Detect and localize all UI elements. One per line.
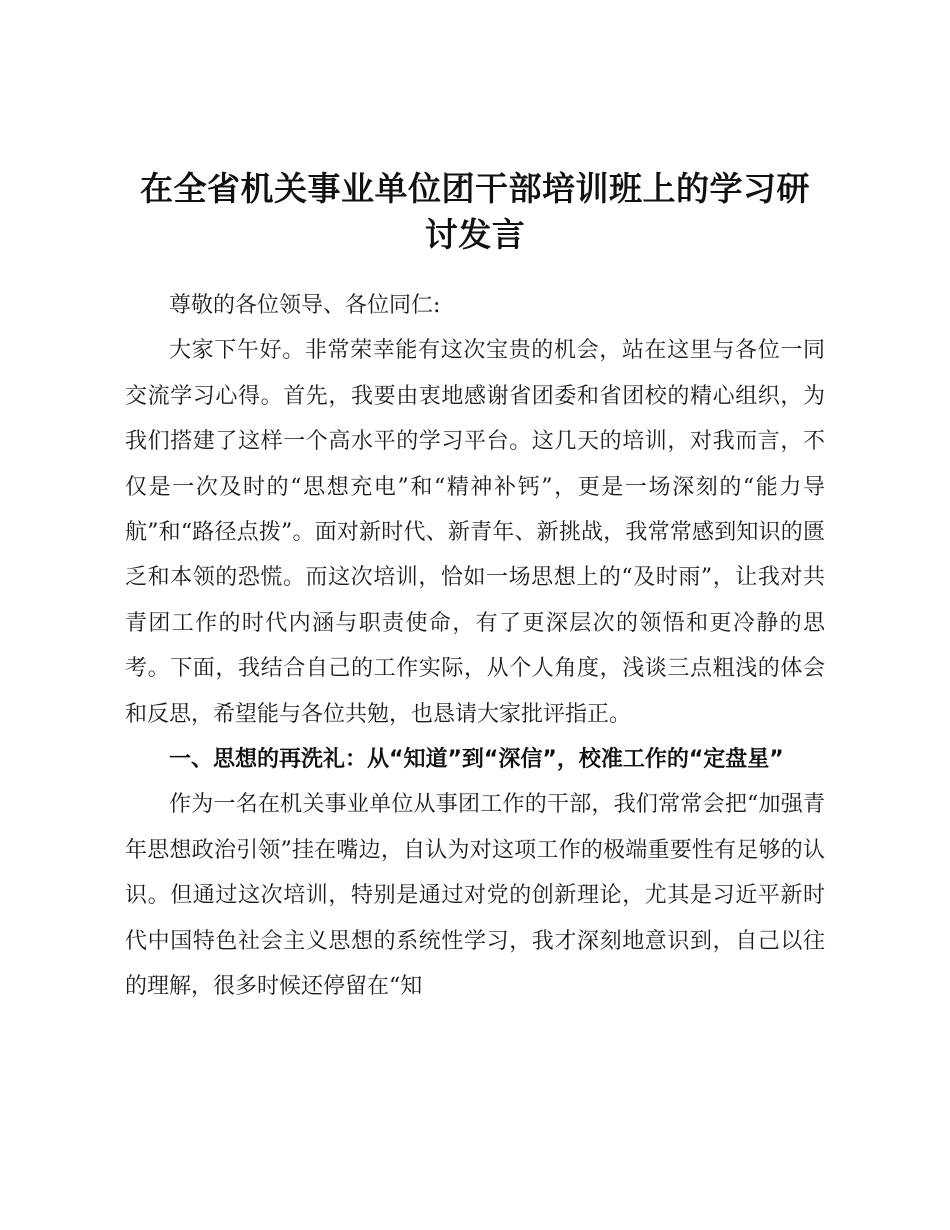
section-heading-1: 一、思想的再洗礼：从“知道”到“深信”，校准工作的“定盘星” — [169, 747, 784, 773]
document-title: 在全省机关事业单位团干部培训班上的学习研讨发言 — [140, 169, 810, 254]
salutation: 尊敬的各位领导、各位同仁: — [169, 293, 441, 318]
paragraph-section-1: 作为一名在机关事业单位从事团工作的干部，我们常常会把“加强青年思想政治引领”挂在嘴边，自认为对这项工作的极端重要性有足够的认识。但通过这次培训，特别是通过对党的创新理论，尤其是习近平新时代中国特色社会主义思想的系统性学习，我才深刻地意识到，自己以往的理解，很多时候还停留在“知 — [125, 792, 825, 1000]
paragraph-intro: 大家下午好。非常荣幸能有这次宝贵的机会，站在这里与各位一同交流学习心得。首先，我要由衷地感谢省团委和省团校的精心组织，为我们搭建了这样一个高水平的学习平台。这几天的培训，对我而言，不仅是一次及时的“思想充电”和“精神补钙”，更是一场深刻的“能力导航”和“路径点拨”。面对新时代、新青年、新挑战，我常常感到知识的匮乏和本领的恐慌。而这次培训，恰如一场思想上的“及时雨”，让我对共青团工作的时代内涵与职责使命，有了更深层次的领悟和更冷静的思考。下面，我结合自己的工作实际，从个人角度，浅谈三点粗浅的体会和反思，希望能与各位共勉，也恳请大家批评指正。 — [125, 338, 825, 727]
document-body — [125, 283, 825, 1010]
